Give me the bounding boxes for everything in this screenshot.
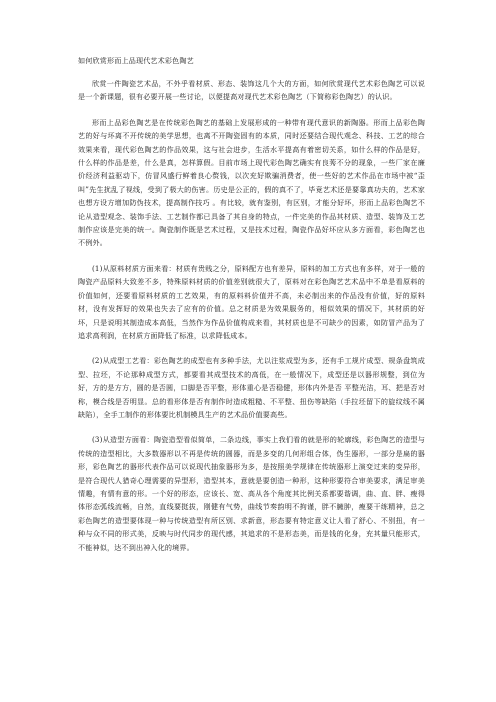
paragraph-intro: 欣赏一件陶瓷艺术品，不外乎看材质、形态、装饰这几个大的方面，如何欣赏现代艺术彩色陶艺可以说是一个新课题，很有必要开展一些讨论，以便提高对现代艺术彩色陶艺（下简称彩色陶艺）的认识。 [78,79,425,102]
paragraph-forming: (2)从成型工艺看：彩色陶艺的成型也有多种手法，尤以注浆成型为多，还有手工规片成型、规条盘筑成型、拉坯，不论那种成型方式，都要看其成型技术的高低，在一般情况下，成型还是以器形规整，到位为好，方的是方方，圆的是否圆，口脚是否平整，形体重心是否稳健，形体内外是否 平整光洁，耳、把是否对称，模合线是否明显。总的看形体是否有制作时造成粗糙、不平整、扭伤等缺陷（手拉坯留下的旋纹线不属缺陷），全手工制作的形体要比机制模具生产的艺术品价值要高些。 [78,356,425,419]
document-title: 如何欣赏形而上品现代艺术彩色陶艺 [78,56,194,65]
paragraph-shape: (3)从造型方面看：陶瓷造型看似简单，二条边线，事实上我们看的就是形的轮廓线，彩色陶艺的造型与传统的造型相比，大多数器形以不再是传统的圆器，而是多变的几何形组合体，伪生器形，一部分是扁的器形，彩色陶艺的器形代表作品可以说现代抽象器形为多，是按照美学规律在传统器形上演变过来的变异形，是符合现代人猎奇心理需要的异型形，造型其本，意就是要创造一种形，这种形要符合审美要求，满足审美情趣，有情有意的形。一个好的形态，应该长、宽、高从各个角度其比例关系都要谐调，曲、直、胖、瘦得体形态弧线流畅，自然，直线要挺拔，刚健有气势，曲线节奏韵明不拘谨，胖不臃肿，瘦要干练精神，总之彩色陶艺的造型要体现一种与传统造型有所区别、求新意，形态要有特定意义让人看了舒心、不别扭，有一种与众不同的形式美，反映与时代同步的现代感，其追求的不是形态美，而是钱的化身，充其量只能形式，不能神似，达不到出神入化的境界。 [78,435,425,552]
paragraph-material: (1)从原料材质方面来看：材质有贵贱之分，原料配方也有差异，原料的加工方式也有多样，对于一般的陶瓷产品原料大致差不多，特殊原料材质的价值差别就很大了，原料对在彩色陶艺艺术品中不单是看原料的价值如何，还要看原料材质的工艺效果，有的原料料价值并不高，未必制出来的作品没有价值，好的原料材，没有发挥好的效果也失去了应有的价值。总之材质是为效果服务的，相似效果的情况下，其材质的好坏，只是说明其制造成本高低，当然作为作品价值构成来看，其材质也是不可缺少的因素，如防冒产品为了追求高利润，在材质方面降低了标准，以求降低成本。 [78,263,425,340]
paragraph-overview: 形而上品彩色陶艺是在传统彩色陶艺的基础上发展形成的一种带有现代意识的新陶器。形而上品彩色陶艺的好与坏离不开传统的美学思想，也离不开陶瓷固有的本质，同时还要结合现代观念、科技、工艺的综合效果来看，现代彩色陶艺的作品效果，这与社会进步，生活水平提高有着密切关系，如什么样的作品是好，什么样的作品是差，什么是真，怎样算假。目前市场上现代彩色陶艺确实有良莠不分的现象，一些厂家在廉价经济利益驱动下，仿冒风盛行鲜着良心赘钱，以次充好欺骗消费者，使一些好的艺术作品在市场中被“歪叫”先生扰乱了视线，受到了极大的伤害。历史是公正的，假的真不了，毕竟艺术还是要靠真功夫的，艺术家也想方设方增加防伪技术，提高制作技巧 。有比较，就有鉴别，有区别，才能分好坏，形而上品彩色陶艺不论从造型观念、装饰手法、工艺制作都已具备了其自身的特点，一件完美的作品其材质、造型、装饰及工艺制作应该是完美的统一。陶瓷制作既是艺术过程，又是技术过程，陶瓷作品好坏应从多方面看，彩色陶艺也不例外。 [78,117,425,248]
document-page [78,54,425,566]
